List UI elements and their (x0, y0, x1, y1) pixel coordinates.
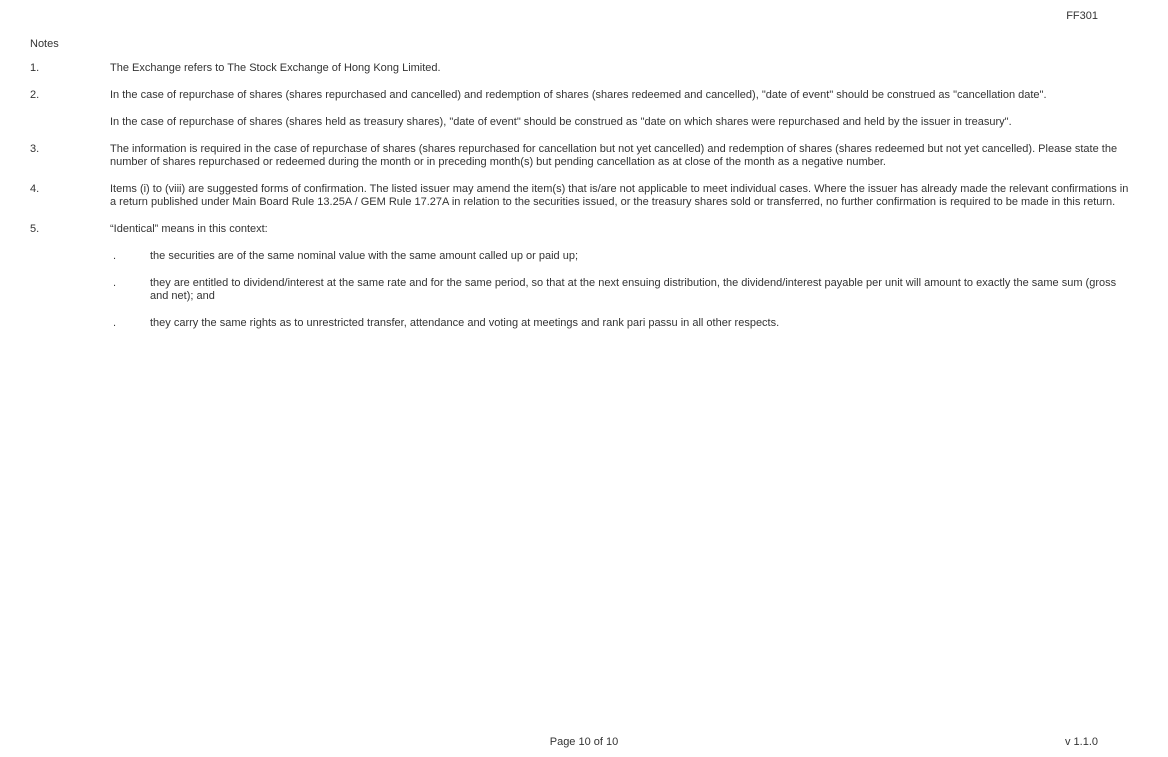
note-item-4 (30, 183, 1137, 223)
note-paragraph: In the case of repurchase of shares (shares repurchased and cancelled) and redemption of shares (shares redeemed and cancelled), "date of event" should be construed as "cancellation date". (110, 89, 1047, 101)
note-paragraph: Items (i) to (viii) are suggested forms of confirmation. The listed issuer may amend the item(s) that is/are not applicable to meet individual cases. Where the issuer has already made the relevant confirmations in a return published under Main Board Rule 13.25A / GEM Rule 17.27A in relation to the securities issued, or the treasury shares sold or transferred, no further confirmation is required to be made in this return. (110, 183, 1129, 208)
bullet-icon: . (113, 277, 117, 289)
bullet-item (110, 317, 1137, 330)
note-body (110, 183, 1137, 223)
note-number: 4. (30, 183, 40, 195)
bullet-item (110, 250, 1137, 263)
notes-heading: Notes (30, 38, 59, 50)
note-paragraph: In the case of repurchase of shares (shares held as treasury shares), "date of event" should be construed as "date on which shares were repurchased and held by the issuer in treasury". (110, 116, 1012, 128)
note-body (110, 223, 1137, 344)
note-number: 2. (30, 89, 40, 101)
note-number: 3. (30, 143, 40, 155)
note-body (110, 62, 1137, 89)
bullet-icon: . (113, 250, 117, 262)
page-number-indicator: Page 10 of 10 (549, 736, 619, 748)
note-number: 5. (30, 223, 40, 235)
bullet-text: they are entitled to dividend/interest at the same rate and for the same period, so that at the next ensuing distribution, the dividend/interest payable per unit will amount to exactly the same sum (gross and net); and (150, 277, 1117, 302)
bullet-icon: . (113, 317, 117, 329)
note-paragraph: The information is required in the case of repurchase of shares (shares repurchased for cancellation but not yet cancelled) and redemption of shares (shares redeemed but not yet cancelled). Please state the number of shares repurchased or redeemed during the month or in preceding month(s) but pending cancellation as at close of the month as a negative number. (110, 143, 1118, 168)
bullet-text: they carry the same rights as to unrestricted transfer, attendance and voting at meetings and rank pari passu in all other respects. (150, 317, 780, 329)
bullet-text: the securities are of the same nominal value with the same amount called up or paid up; (150, 250, 579, 262)
note-paragraph: The Exchange refers to The Stock Exchange of Hong Kong Limited. (110, 62, 441, 74)
bullet-item (110, 277, 1137, 303)
note-body (110, 89, 1137, 143)
note-item-2 (30, 89, 1137, 143)
note-body (110, 143, 1137, 183)
note-number: 1. (30, 62, 40, 74)
notes-list (30, 62, 1137, 344)
version-label: v 1.1.0 (1064, 736, 1098, 748)
note-paragraph: “Identical” means in this context: (110, 223, 268, 235)
form-code-label: FF301 (1066, 10, 1098, 22)
note-item-5 (30, 223, 1137, 344)
note-item-3 (30, 143, 1137, 183)
note-item-1 (30, 62, 1137, 89)
